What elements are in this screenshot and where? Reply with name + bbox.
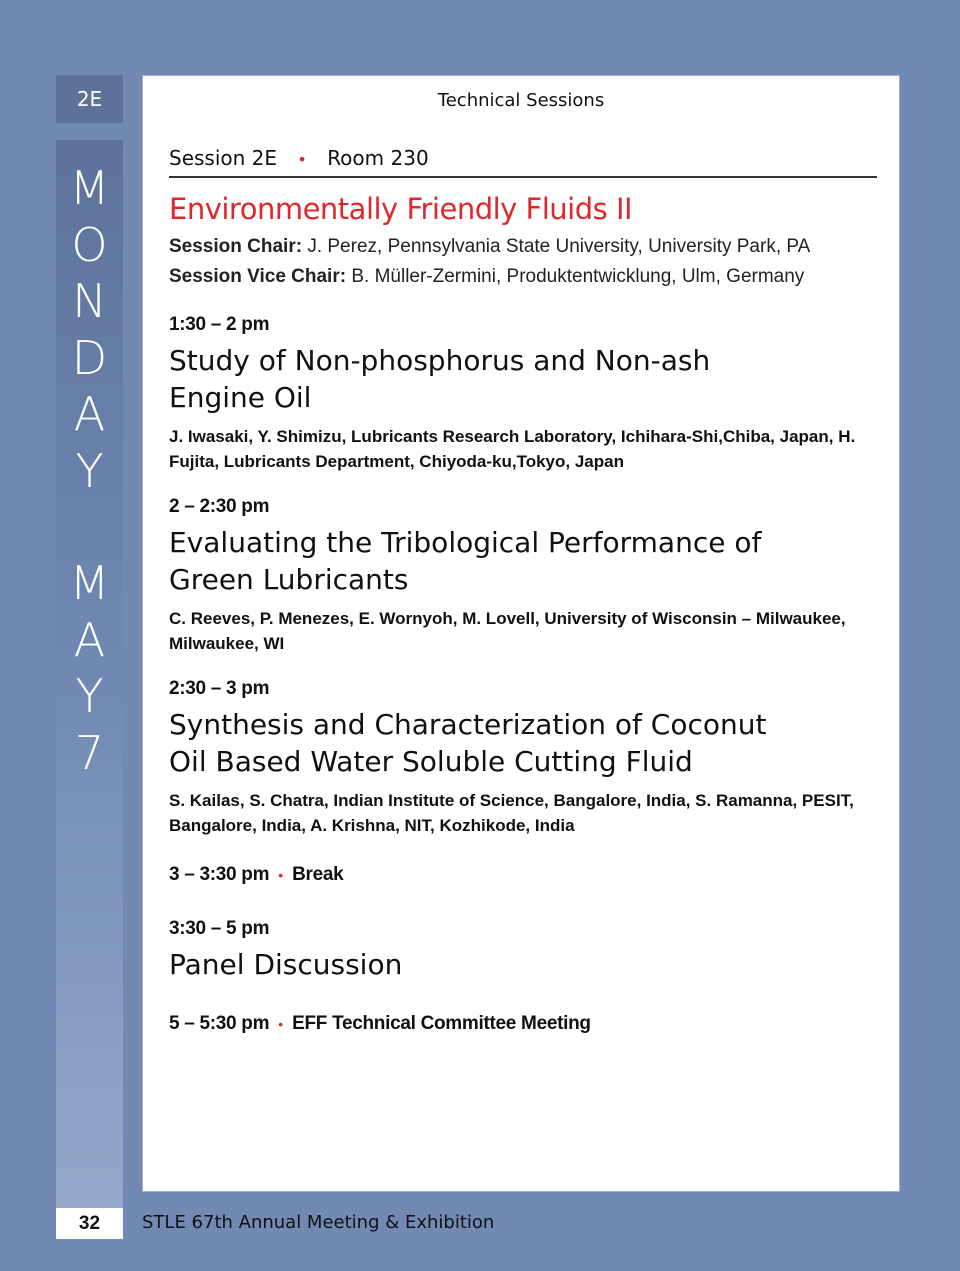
session-code-tab bbox=[56, 75, 123, 123]
talk-item bbox=[169, 496, 881, 656]
talk-title: Evaluating the Tribological Performance of Green Lubricants bbox=[169, 526, 762, 596]
bullet-separator: • bbox=[297, 150, 307, 169]
day-letter: Y bbox=[75, 443, 104, 498]
session-code: 2E bbox=[76, 87, 103, 111]
day-letter: M bbox=[69, 161, 110, 215]
panel-title: Panel Discussion bbox=[169, 948, 403, 981]
committee-time: 5 – 5:30 pm bbox=[169, 1013, 270, 1034]
footer-text: STLE 67th Annual Meeting & Exhibition bbox=[142, 1212, 495, 1233]
talk-time: 2 – 2:30 pm bbox=[169, 496, 270, 517]
session-title: Environmentally Friendly Fluids II bbox=[169, 192, 633, 226]
talk-authors: S. Kailas, S. Chatra, Indian Institute of Science, Bangalore, India, S. Ramanna, PESIT, Bangalore, India, A. Krishna, NIT, Kozhikode, India bbox=[169, 791, 854, 835]
panel-time: 3:30 – 5 pm bbox=[169, 918, 270, 939]
session-chair-line bbox=[169, 234, 881, 260]
day-date-letters bbox=[56, 160, 123, 781]
talk-item bbox=[169, 678, 881, 838]
session-label: Session 2E bbox=[169, 146, 278, 170]
day-letter: A bbox=[73, 387, 106, 441]
vice-chair-label: Session Vice Chair: bbox=[169, 266, 347, 287]
talk-time: 1:30 – 2 pm bbox=[169, 314, 270, 335]
date-letter: Y bbox=[75, 669, 104, 723]
page-number: 32 bbox=[56, 1208, 123, 1239]
talk-authors: J. Iwasaki, Y. Shimizu, Lubricants Research Laboratory, Ichihara-Shi,Chiba, Japan, H. Fujita, Lubricants Department, Chiyoda-ku,Tokyo, Japan bbox=[169, 427, 856, 471]
talk-authors: C. Reeves, P. Menezes, E. Wornyoh, M. Lovell, University of Wisconsin – Milwaukee, Milwaukee, WI bbox=[169, 609, 846, 653]
break-label: Break bbox=[292, 864, 344, 885]
day-letter: O bbox=[71, 217, 108, 272]
committee-item bbox=[169, 1013, 881, 1035]
session-room-line bbox=[169, 146, 877, 178]
date-letter: 7 bbox=[74, 725, 105, 780]
session-page bbox=[142, 75, 900, 1192]
day-letter: D bbox=[71, 330, 108, 385]
talk-item bbox=[169, 314, 881, 474]
date-letter: A bbox=[73, 612, 106, 667]
vice-chair-name: B. Müller-Zermini, Produktentwicklung, Ulm, Germany bbox=[351, 266, 805, 287]
talk-title: Synthesis and Characterization of Coconut Oil Based Water Soluble Cutting Fluid bbox=[169, 708, 767, 778]
session-vice-chair-line bbox=[169, 264, 881, 290]
day-strip bbox=[56, 140, 123, 1210]
date-letter: M bbox=[69, 556, 110, 610]
talk-time: 2:30 – 3 pm bbox=[169, 678, 270, 699]
break-time: 3 – 3:30 pm bbox=[169, 864, 270, 885]
bullet-separator: • bbox=[278, 867, 284, 883]
session-content bbox=[169, 146, 881, 1035]
chair-name: J. Perez, Pennsylvania State University, University Park, PA bbox=[307, 236, 811, 257]
talk-title: Study of Non-phosphorus and Non-ash Engine Oil bbox=[169, 344, 711, 414]
bullet-separator: • bbox=[278, 1016, 284, 1032]
page-header-title: Technical Sessions bbox=[437, 90, 605, 111]
day-letter: N bbox=[72, 274, 107, 328]
room-label: Room 230 bbox=[327, 146, 429, 170]
committee-label: EFF Technical Committee Meeting bbox=[292, 1013, 591, 1034]
panel-item bbox=[169, 918, 881, 983]
chair-label: Session Chair: bbox=[169, 236, 303, 257]
break-item bbox=[169, 864, 881, 886]
